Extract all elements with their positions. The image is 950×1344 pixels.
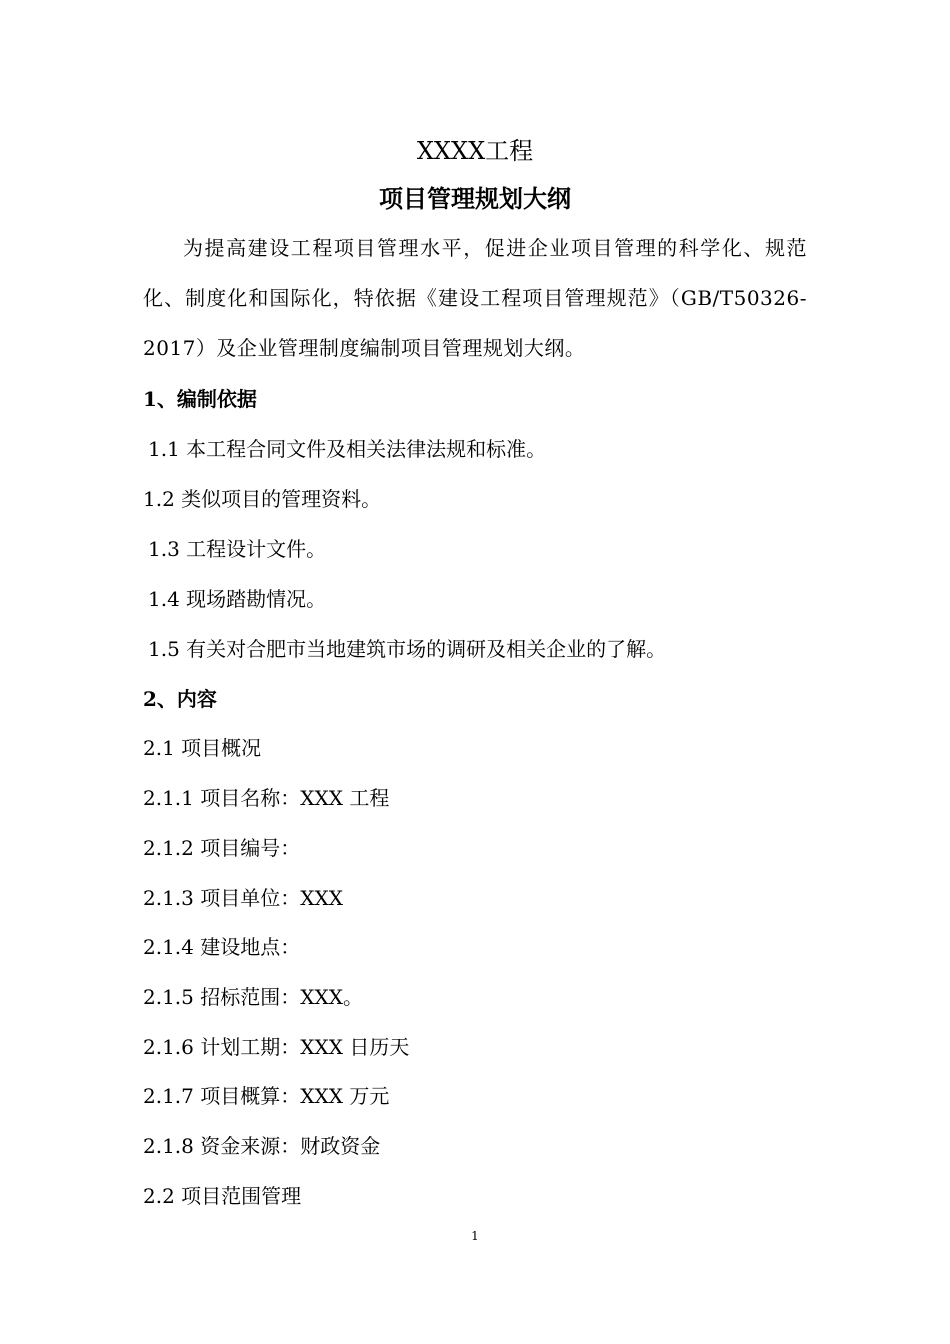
intro-paragraph: 为提高建设工程项目管理水平，促进企业项目管理的科学化、规范化、制度化和国际化，特依据《建设工程项目管理规范》（GB/T50326-2017）及企业管理制度编制项目管理规划大纲。 [143, 236, 807, 360]
list-item: 1.5 有关对合肥市当地建筑市场的调研及相关企业的了解。 [148, 637, 667, 661]
list-item: 2.1.2 项目编号： [143, 836, 301, 860]
list-item: 1.1 本工程合同文件及相关法律法规和标准。 [148, 437, 547, 461]
document-title: XXXX工程 [416, 137, 534, 165]
list-item: 2.1.7 项目概算：XXX 万元 [143, 1084, 390, 1108]
list-item: 2.1.1 项目名称：XXX 工程 [143, 786, 390, 810]
list-item: 2.1.8 资金来源：财政资金 [143, 1134, 381, 1158]
list-item: 2.2 项目范围管理 [143, 1184, 302, 1208]
list-item: 1.4 现场踏勘情况。 [148, 587, 327, 611]
list-item: 2.1.4 建设地点： [143, 935, 301, 959]
page-number: 1 [471, 1229, 479, 1243]
list-item: 2.1.6 计划工期：XXX 日历天 [143, 1035, 410, 1059]
list-item: 1.3 工程设计文件。 [148, 537, 327, 561]
list-item: 2.1 项目概况 [143, 736, 262, 760]
section-heading-basis: 1、编制依据 [143, 387, 257, 411]
list-item: 2.1.3 项目单位：XXX [143, 886, 343, 910]
list-item: 2.1.5 招标范围：XXX。 [143, 985, 363, 1009]
list-item: 1.2 类似项目的管理资料。 [143, 487, 382, 511]
section-heading-content: 2、内容 [143, 687, 217, 711]
document-subtitle: 项目管理规划大纲 [379, 184, 571, 213]
